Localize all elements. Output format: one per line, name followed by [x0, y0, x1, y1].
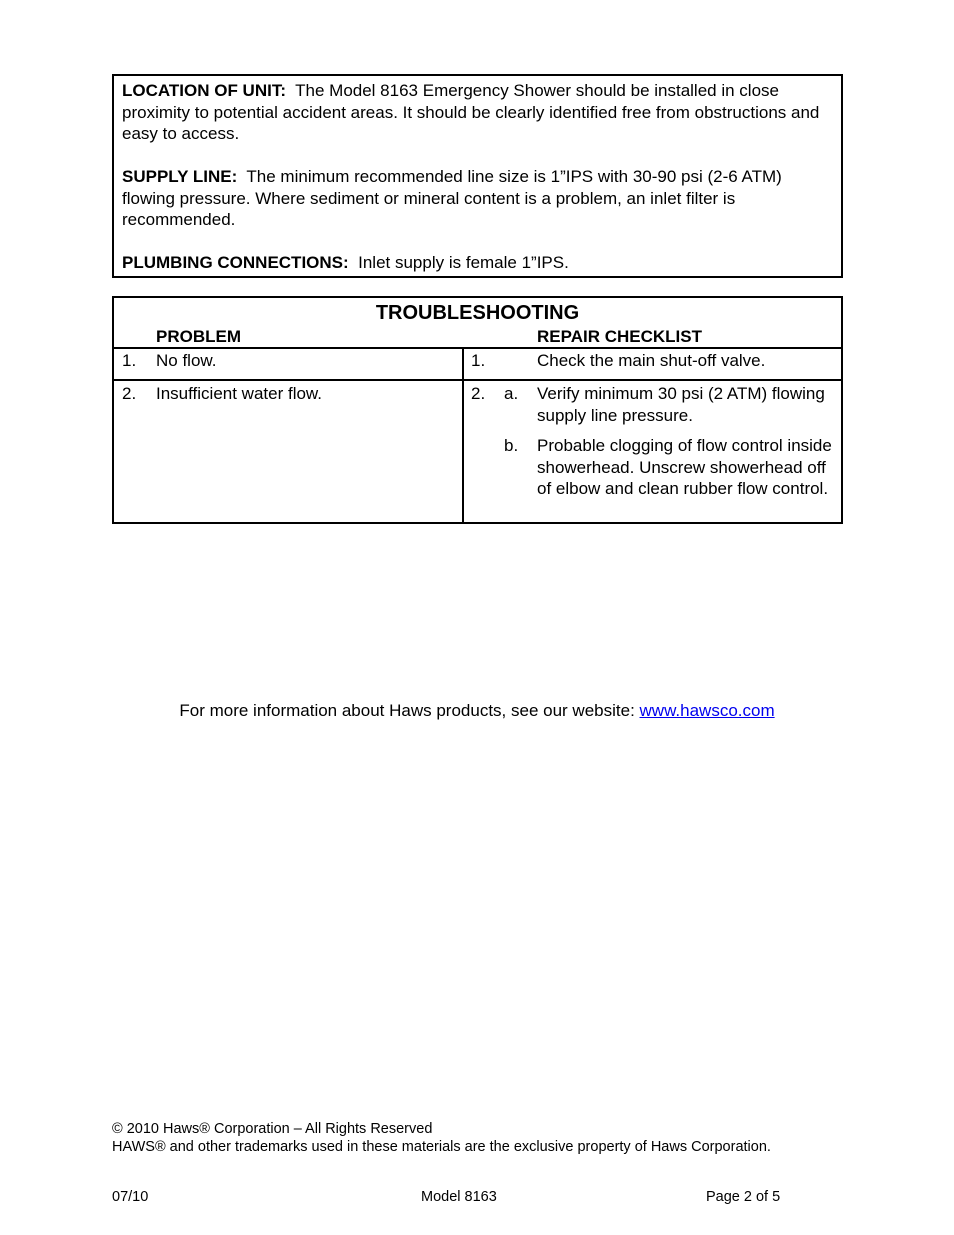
location-text: The Model 8163 Emergency Shower should be installed in close proximity to potential accident areas. It should be clearly identified free from obstructions and easy to access. [122, 81, 820, 143]
problem-column-header: PROBLEM [156, 327, 241, 346]
copyright-line: © 2010 Haws® Corporation – All Rights Reserved [112, 1121, 433, 1137]
plumbing-text: Inlet supply is female 1”IPS. [358, 253, 569, 272]
website-lead-text: For more information about Haws products, see our website: [179, 701, 640, 720]
problem-text: No flow. [156, 351, 217, 370]
footer-page-number: Page 2 of 5 [706, 1189, 781, 1205]
location-paragraph [122, 80, 834, 145]
problem-text: Insufficient water flow. [156, 384, 322, 403]
repair-letter: a. [504, 384, 519, 403]
repair-letter: b. [504, 436, 519, 455]
website-link[interactable]: www.hawsco.com [639, 701, 775, 720]
repair-text: Probable clogging of flow control inside showerhead. Unscrew showerhead off of elbow and clean rubber flow control. [537, 436, 832, 498]
table-row [114, 382, 841, 522]
repair-number: 1. [471, 351, 486, 370]
plumbing-label: PLUMBING CONNECTIONS: [122, 253, 349, 272]
supply-text: The minimum recommended line size is 1”IPS with 30-90 psi (2-6 ATM) flowing pressure. Where sediment or mineral content is a problem, an inlet filter is recommended. [122, 167, 782, 229]
footer-date: 07/10 [112, 1189, 149, 1205]
repair-column-header: REPAIR CHECKLIST [537, 327, 702, 346]
problem-number: 1. [122, 351, 137, 370]
plumbing-paragraph [122, 252, 834, 274]
troubleshooting-table [112, 296, 843, 524]
trademark-line: HAWS® and other trademarks used in these materials are the exclusive property of Haws Corporation. [112, 1139, 771, 1155]
location-label: LOCATION OF UNIT: [122, 81, 286, 100]
supply-paragraph [122, 166, 834, 231]
supply-label: SUPPLY LINE: [122, 167, 238, 186]
troubleshooting-header [114, 298, 841, 349]
footer-model: Model 8163 [421, 1189, 497, 1205]
repair-text: Check the main shut-off valve. [537, 351, 766, 370]
table-row [114, 349, 841, 381]
website-info [0, 700, 954, 721]
repair-number: 2. [471, 384, 486, 403]
installation-info-box [112, 74, 843, 278]
troubleshooting-title: TROUBLESHOOTING [375, 302, 580, 324]
repair-text: Verify minimum 30 psi (2 ATM) flowing supply line pressure. [537, 384, 825, 425]
problem-number: 2. [122, 384, 137, 403]
